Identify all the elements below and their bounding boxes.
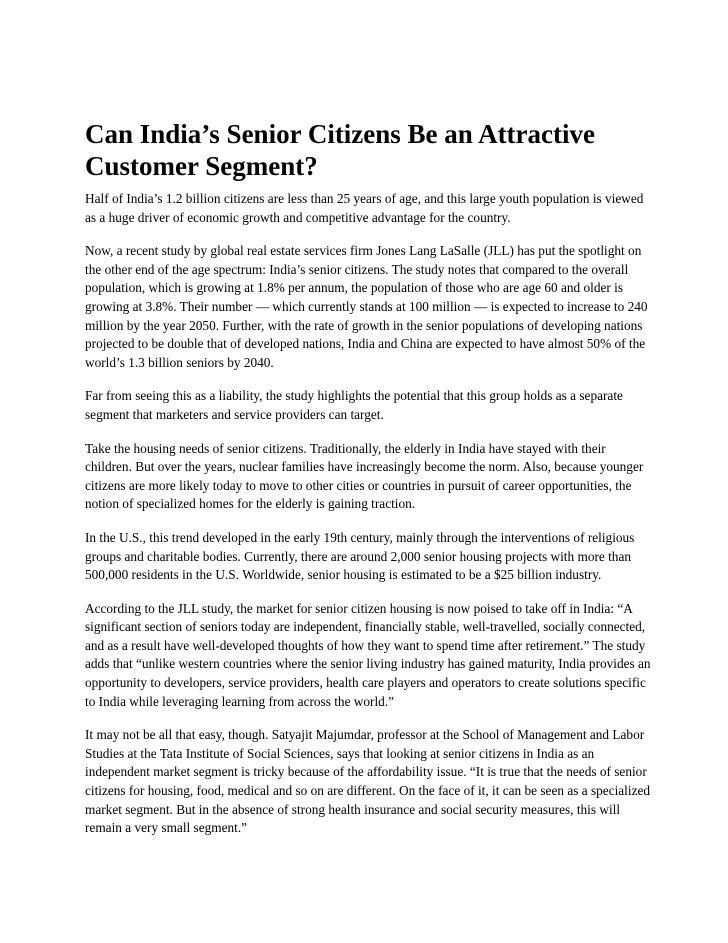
paragraph-affordability: It may not be all that easy, though. Satyajit Majumdar, professor at the School of Management and Labor Studies at the Tata Institute of Social Sciences, says that looking at senior citizens in India as an independent market segment is tricky because of the affordability issue. “It is true that the needs of senior citizens for housing, food, medical and so on are different. On the face of it, it can be seen as a specialized market segment. But in the absence of strong health insurance and social security measures, this will remain a very small segment.” <box>85 727 651 836</box>
paragraph-housing-needs: Take the housing needs of senior citizens. Traditionally, the elderly in India have stayed with their children. But over the years, nuclear families have increasingly become the norm. Also, because younger citizens are more likely today to move to other cities or countries in pursuit of career opportunities, the notion of specialized homes for the elderly is gaining traction. <box>85 440 644 512</box>
article-title: Can India’s Senior Citizens Be an Attractive Customer Segment? <box>85 119 595 181</box>
paragraph-us-trend: In the U.S., this trend developed in the early 19th century, mainly through the interventions of religious groups and charitable bodies. Currently, there are around 2,000 senior housing projects with more than 500,000 residents in the U.S. Worldwide, senior housing is estimated to be a $25 billion industry. <box>85 529 635 583</box>
paragraph-jll-study: Now, a recent study by global real estate services firm Jones Lang LaSalle (JLL) has put the spotlight on the other end of the age spectrum: India’s senior citizens. The study notes that compared to the overall population, which is growing at 1.8% per annum, the population of those who are age 60 and older is growing at 3.8%. Their number — which currently stands at 100 million — is expected to increase to 240 million by the year 2050. Further, with the rate of growth in the senior populations of developing nations projected to be double that of developed nations, India and China are expected to have almost 50% of the world’s 1.3 billion seniors by 2040. <box>85 243 648 370</box>
article <box>85 118 655 853</box>
paragraph-youth-population: Half of India’s 1.2 billion citizens are less than 25 years of age, and this large youth population is viewed as a huge driver of economic growth and competitive advantage for the country. <box>85 191 644 225</box>
paragraph-separate-segment: Far from seeing this as a liability, the study highlights the potential that this group holds as a separate segment that marketers and service providers can target. <box>85 388 623 422</box>
paragraph-market-poised: According to the JLL study, the market for senior citizen housing is now poised to take off in India: “A significant section of seniors today are independent, financially stable, well-travelled, socially connected, and as a result have well-developed thoughts of how they want to spend time after retirement.” The study adds that “unlike western countries where the senior living industry has gained maturity, India provides an opportunity to developers, service providers, health care players and operators to create solutions specific to India while leveraging learning from across the world.” <box>85 600 651 709</box>
